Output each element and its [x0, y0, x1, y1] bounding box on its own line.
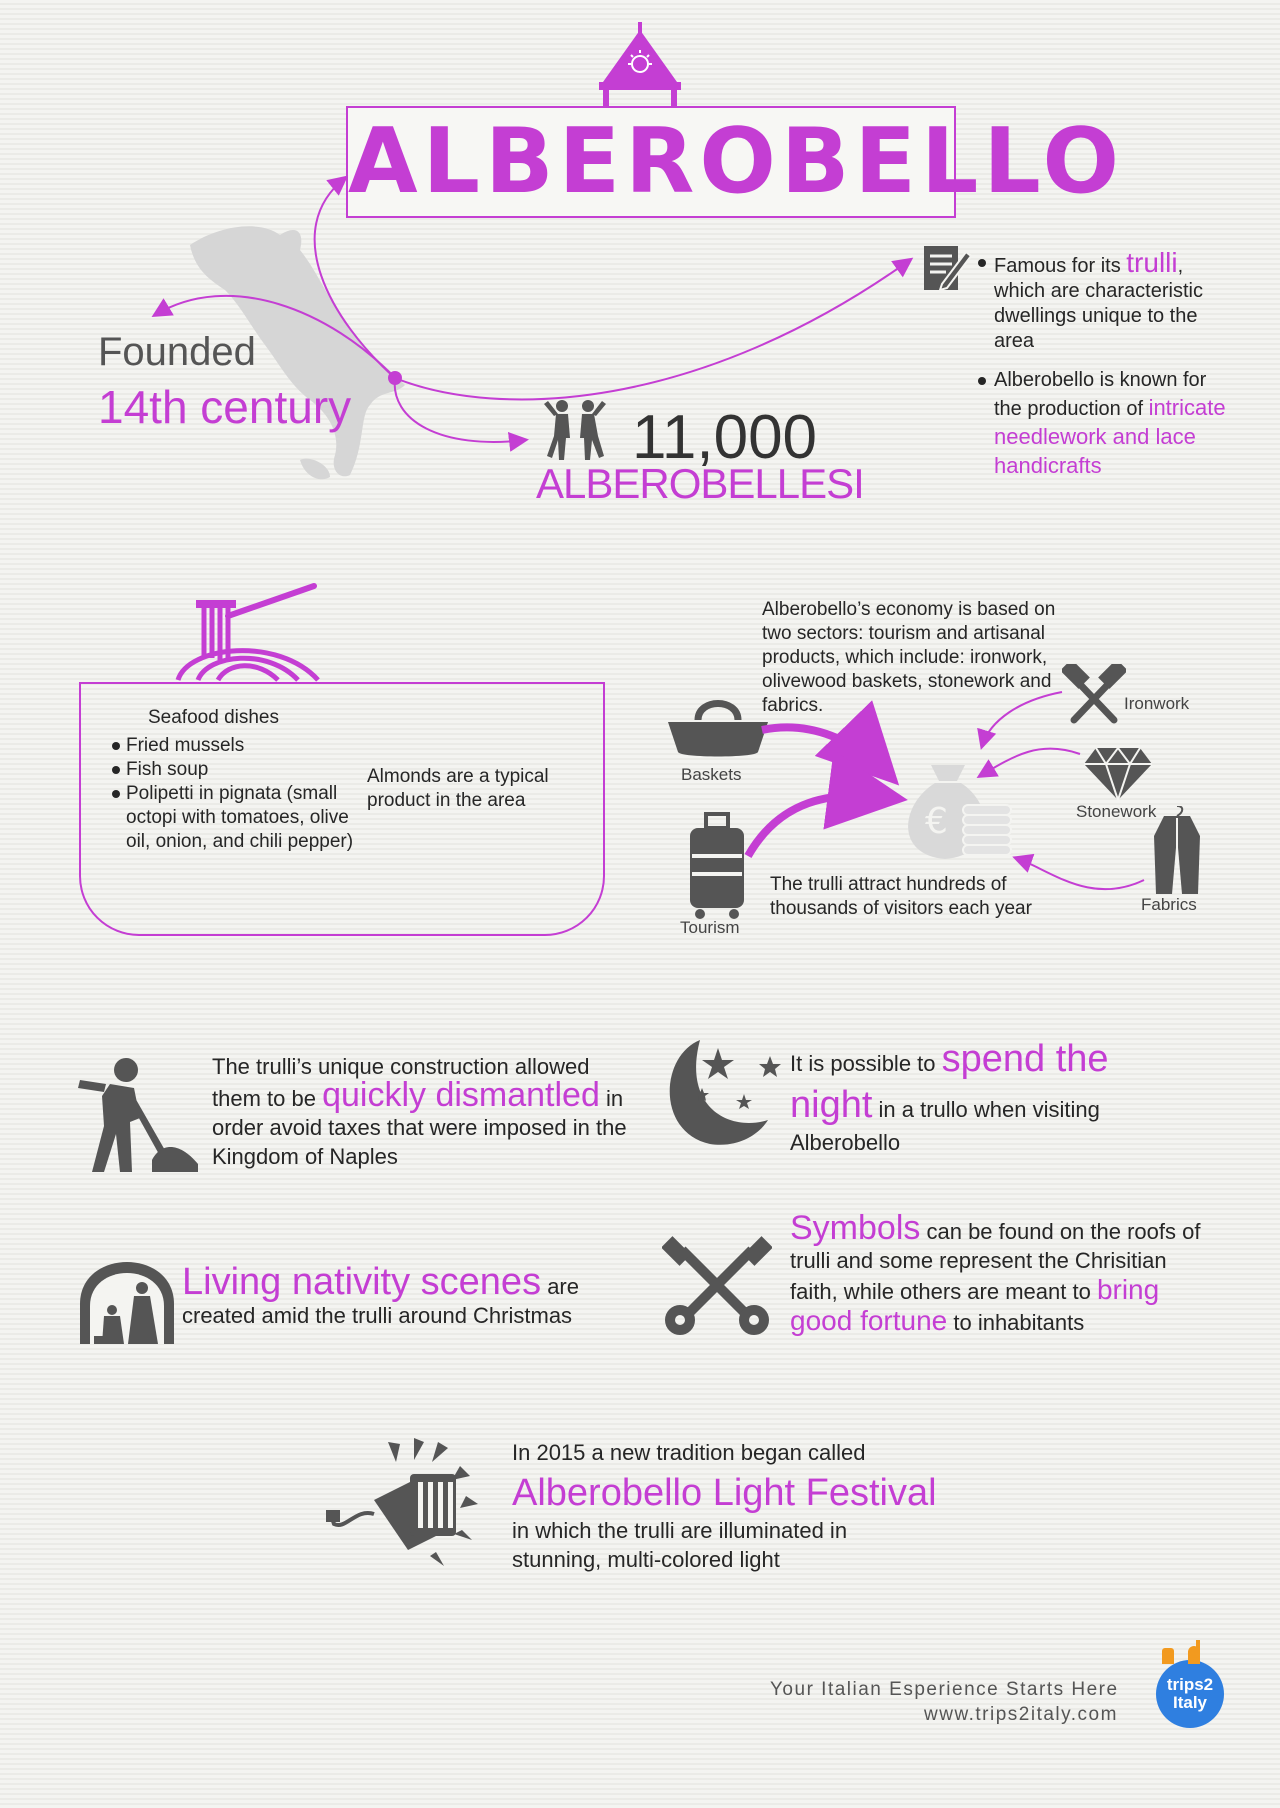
trips2italy-logo[interactable] [1156, 1660, 1224, 1728]
symbols-text [790, 1209, 1210, 1337]
list-item: Fried mussels [112, 734, 372, 758]
list-item: Fish soup [112, 758, 372, 782]
symbols-mid: can be found on the roofs of trulli and some represent the Chrisitian faith, while others are meant to [790, 1219, 1201, 1304]
logo-spire-icon [1196, 1640, 1200, 1654]
footer-tagline: Your Italian Esperience Starts Here [770, 1679, 1119, 1700]
night-text [790, 1036, 1190, 1157]
festival-desc: in which the trulli are illuminated in stunning, multi-colored light [512, 1518, 848, 1572]
festival-name: Alberobello Light Festival [512, 1472, 937, 1514]
fact-trulli-highlight: trulli [1126, 247, 1178, 278]
population-value: 11,000 [632, 403, 818, 472]
seafood-heading: Seafood dishes [148, 707, 279, 728]
logo-tower-icon [1162, 1648, 1174, 1664]
baskets-label: Baskets [681, 765, 742, 784]
moon-stars-icon [660, 1036, 786, 1148]
symbols-post: to inhabitants [947, 1310, 1085, 1335]
svg-text:€: € [925, 801, 948, 842]
nativity-post: are created amid the trulli around Christmas [182, 1274, 579, 1328]
fact-needlework [976, 368, 1236, 480]
logo-line-2: Italy [1172, 1693, 1208, 1712]
fact-trulli-pre: Famous for its [994, 255, 1127, 277]
fact-needlework-highlight: intricate needlework and lace handicrafts [994, 395, 1226, 478]
night-highlight: spend the night [790, 1038, 1109, 1126]
night-pre: It is possible to [790, 1051, 942, 1076]
worker-shovel-icon [74, 1056, 200, 1174]
fact-trulli-post: , which are characteristic dwellings unique to the area [994, 255, 1203, 352]
founded-value: 14th century [98, 381, 352, 433]
fact-trulli [976, 247, 1236, 354]
pasta-fork-icon [168, 576, 328, 684]
crossed-keys-icon [662, 1236, 772, 1336]
founded-label: Founded [98, 330, 256, 374]
stonework-label: Stonework [1076, 802, 1157, 821]
nativity-text [182, 1261, 612, 1330]
list-item: Polipetti in pignata (small octopi with tomatoes, olive oil, onion, and chili pepper) [112, 782, 372, 854]
page-title: ALBEROBELLO [348, 109, 1124, 214]
tourism-label: Tourism [680, 918, 740, 937]
night-post: in a trullo when visiting Alberobello [790, 1097, 1100, 1155]
dismantle-post: in order avoid taxes that were imposed in the Kingdom of Naples [212, 1086, 627, 1169]
fact-needlework-pre: Alberobello is known for the production of [994, 369, 1207, 420]
people-icon [540, 398, 610, 466]
ironwork-label: Ironwork [1124, 694, 1190, 713]
dismantle-highlight: quickly dismantled [322, 1076, 600, 1114]
visitors-text: The trulli attract hundreds of thousands of visitors each year [770, 874, 1032, 919]
nativity-highlight: Living nativity scenes [182, 1261, 542, 1303]
suitcase-icon [688, 812, 746, 920]
dismantle-pre: The trulli’s unique construction allowed them to be [212, 1054, 590, 1111]
festival-intro: In 2015 a new tradition began called [512, 1440, 866, 1465]
symbols-highlight: Symbols [790, 1209, 921, 1247]
document-pen-icon [922, 240, 972, 296]
population-label: ALBEROBELLESI [536, 460, 864, 507]
seafood-list [112, 706, 372, 854]
logo-line-1: trips2 [1166, 1675, 1214, 1694]
footer-url[interactable]: www.trips2italy.com [924, 1704, 1118, 1725]
nativity-icon [78, 1260, 176, 1346]
economy-text: Alberobello’s economy is based on two sectors: tourism and artisanal products, which include: ironwork, olivewood baskets, stonework and fabrics. [762, 599, 1056, 716]
fabrics-label: Fabrics [1141, 895, 1197, 914]
almonds-text: Almonds are a typical product in the area [367, 766, 549, 811]
dismantle-text [212, 1052, 632, 1171]
facts-list [976, 247, 1236, 494]
spotlight-icon [326, 1438, 498, 1572]
fortune-highlight: bring good fortune [790, 1274, 1160, 1336]
